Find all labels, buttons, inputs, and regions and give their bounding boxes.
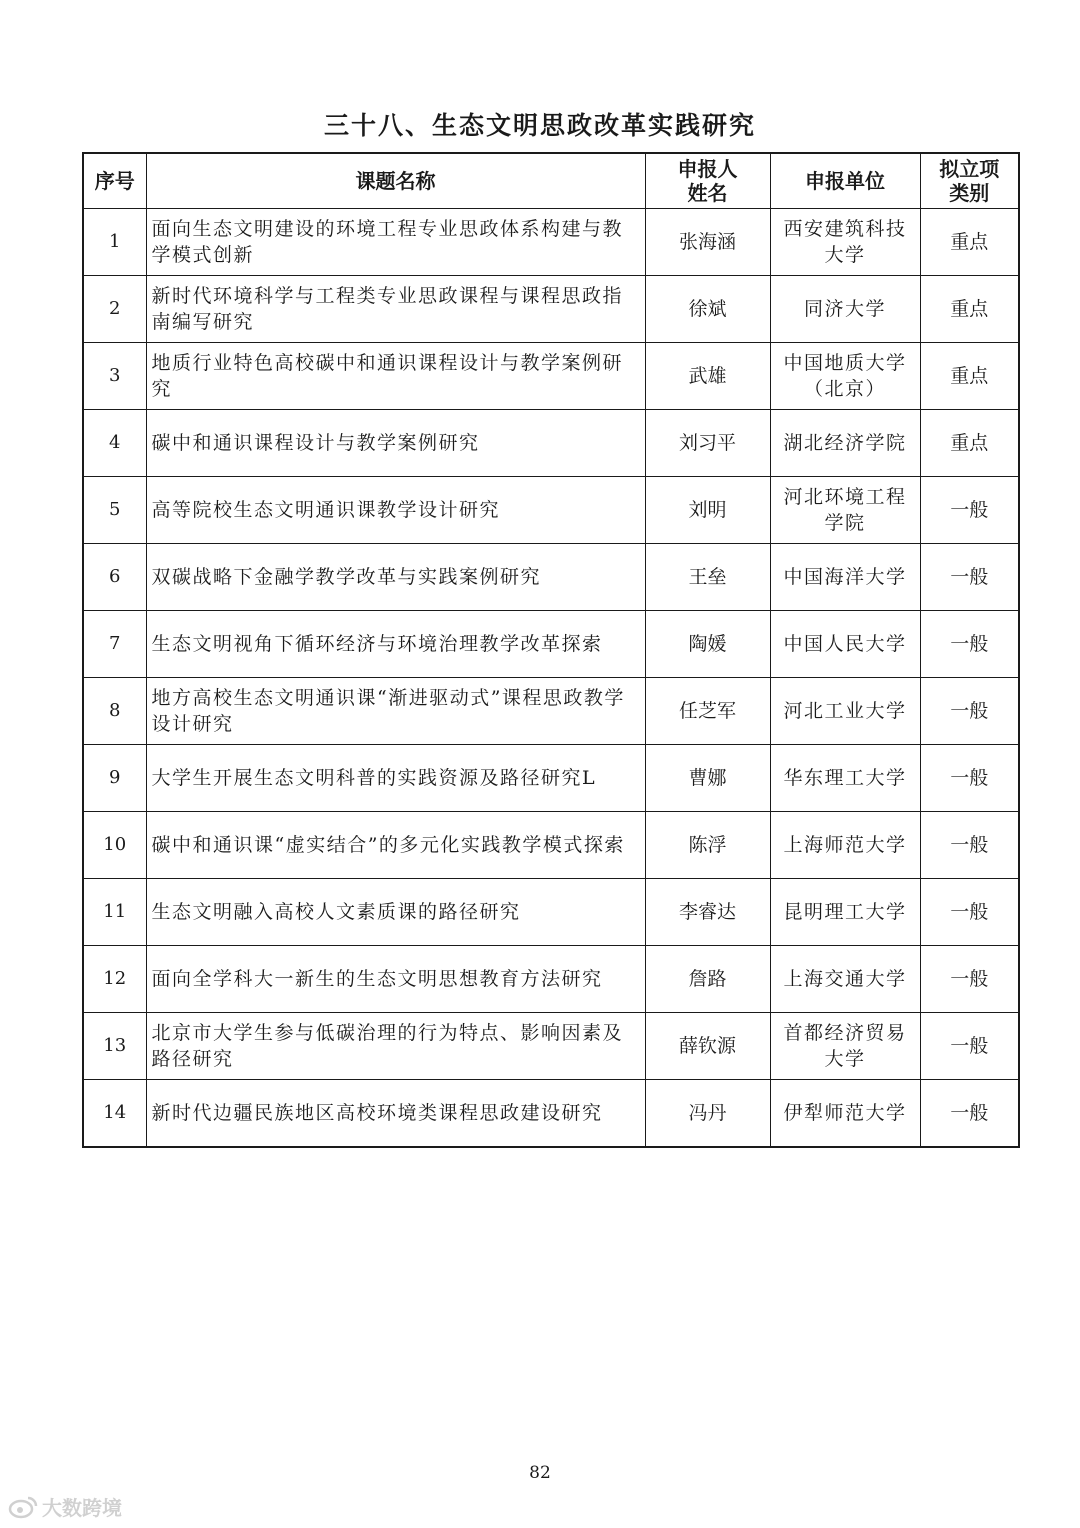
cell-unit: 中国人民大学 [770, 611, 920, 678]
cell-category: 一般 [920, 1080, 1019, 1148]
cell-applicant: 曹娜 [645, 745, 770, 812]
cell-applicant: 刘习平 [645, 410, 770, 477]
cell-category: 一般 [920, 544, 1019, 611]
cell-applicant: 詹路 [645, 946, 770, 1013]
cell-index: 2 [83, 276, 146, 343]
cell-unit: 华东理工大学 [770, 745, 920, 812]
cell-topic: 碳中和通识课程设计与教学案例研究 [146, 410, 645, 477]
cell-unit: 中国地质大学（北京） [770, 343, 920, 410]
cell-category: 重点 [920, 343, 1019, 410]
cell-index: 7 [83, 611, 146, 678]
cell-applicant: 徐斌 [645, 276, 770, 343]
cell-topic: 新时代边疆民族地区高校环境类课程思政建设研究 [146, 1080, 645, 1148]
cell-index: 12 [83, 946, 146, 1013]
cell-topic: 面向全学科大一新生的生态文明思想教育方法研究 [146, 946, 645, 1013]
cell-unit: 河北工业大学 [770, 678, 920, 745]
cell-unit: 湖北经济学院 [770, 410, 920, 477]
header-applicant: 申报人 姓名 [645, 153, 770, 209]
cell-category: 一般 [920, 745, 1019, 812]
cell-category: 一般 [920, 812, 1019, 879]
cell-index: 14 [83, 1080, 146, 1148]
cell-unit: 上海交通大学 [770, 946, 920, 1013]
cell-unit: 上海师范大学 [770, 812, 920, 879]
cell-applicant: 陶媛 [645, 611, 770, 678]
cell-index: 5 [83, 477, 146, 544]
cell-applicant: 薛钦源 [645, 1013, 770, 1080]
cell-topic: 碳中和通识课“虚实结合”的多元化实践教学模式探索 [146, 812, 645, 879]
cell-topic: 高等院校生态文明通识课教学设计研究 [146, 477, 645, 544]
header-category: 拟立项 类别 [920, 153, 1019, 209]
cell-index: 9 [83, 745, 146, 812]
weibo-logo-icon [8, 1495, 38, 1519]
cell-index: 4 [83, 410, 146, 477]
cell-applicant: 李睿达 [645, 879, 770, 946]
cell-topic: 新时代环境科学与工程类专业思政课程与课程思政指南编写研究 [146, 276, 645, 343]
table-row [83, 946, 1019, 1013]
table-row [83, 1013, 1019, 1080]
table-row [83, 410, 1019, 477]
cell-index: 13 [83, 1013, 146, 1080]
cell-applicant: 武雄 [645, 343, 770, 410]
cell-index: 3 [83, 343, 146, 410]
table-row [83, 812, 1019, 879]
cell-topic: 生态文明融入高校人文素质课的路径研究 [146, 879, 645, 946]
cell-index: 6 [83, 544, 146, 611]
table-row [83, 276, 1019, 343]
project-table [82, 152, 1020, 1148]
cell-category: 重点 [920, 209, 1019, 276]
cell-index: 8 [83, 678, 146, 745]
cell-category: 一般 [920, 477, 1019, 544]
cell-unit: 昆明理工大学 [770, 879, 920, 946]
cell-topic: 面向生态文明建设的环境工程专业思政体系构建与教学模式创新 [146, 209, 645, 276]
page-number: 82 [529, 1463, 551, 1483]
cell-category: 一般 [920, 1013, 1019, 1080]
header-topic: 课题名称 [146, 153, 645, 209]
table-row [83, 879, 1019, 946]
cell-topic: 生态文明视角下循环经济与环境治理教学改革探索 [146, 611, 645, 678]
table-row [83, 678, 1019, 745]
cell-topic: 双碳战略下金融学教学改革与实践案例研究 [146, 544, 645, 611]
cell-category: 一般 [920, 879, 1019, 946]
cell-unit: 同济大学 [770, 276, 920, 343]
page-title: 三十八、生态文明思政改革实践研究 [323, 111, 756, 140]
table-row [83, 1080, 1019, 1148]
cell-category: 一般 [920, 946, 1019, 1013]
cell-index: 10 [83, 812, 146, 879]
cell-applicant: 任芝军 [645, 678, 770, 745]
table-row [83, 477, 1019, 544]
cell-category: 重点 [920, 410, 1019, 477]
cell-unit: 首都经济贸易大学 [770, 1013, 920, 1080]
cell-topic: 地质行业特色高校碳中和通识课程设计与教学案例研究 [146, 343, 645, 410]
cell-topic: 北京市大学生参与低碳治理的行为特点、影响因素及路径研究 [146, 1013, 645, 1080]
cell-applicant: 张海涵 [645, 209, 770, 276]
header-index: 序号 [83, 153, 146, 209]
cell-category: 一般 [920, 678, 1019, 745]
cell-index: 1 [83, 209, 146, 276]
cell-index: 11 [83, 879, 146, 946]
cell-applicant: 陈浮 [645, 812, 770, 879]
cell-applicant: 冯丹 [645, 1080, 770, 1148]
cell-unit: 西安建筑科技大学 [770, 209, 920, 276]
cell-topic: 地方高校生态文明通识课“渐进驱动式”课程思政教学设计研究 [146, 678, 645, 745]
cell-applicant: 刘明 [645, 477, 770, 544]
cell-category: 一般 [920, 611, 1019, 678]
cell-unit: 中国海洋大学 [770, 544, 920, 611]
table-row [83, 745, 1019, 812]
cell-topic: 大学生开展生态文明科普的实践资源及路径研究L [146, 745, 645, 812]
cell-unit: 伊犁师范大学 [770, 1080, 920, 1148]
cell-unit: 河北环境工程学院 [770, 477, 920, 544]
table-row [83, 544, 1019, 611]
cell-applicant: 王垒 [645, 544, 770, 611]
watermark [8, 1492, 122, 1521]
table-row [83, 343, 1019, 410]
table-row [83, 611, 1019, 678]
table-row [83, 209, 1019, 276]
watermark-text: 大数跨境 [42, 1496, 122, 1520]
header-unit: 申报单位 [770, 153, 920, 209]
cell-category: 重点 [920, 276, 1019, 343]
table-header-row [83, 153, 1019, 209]
